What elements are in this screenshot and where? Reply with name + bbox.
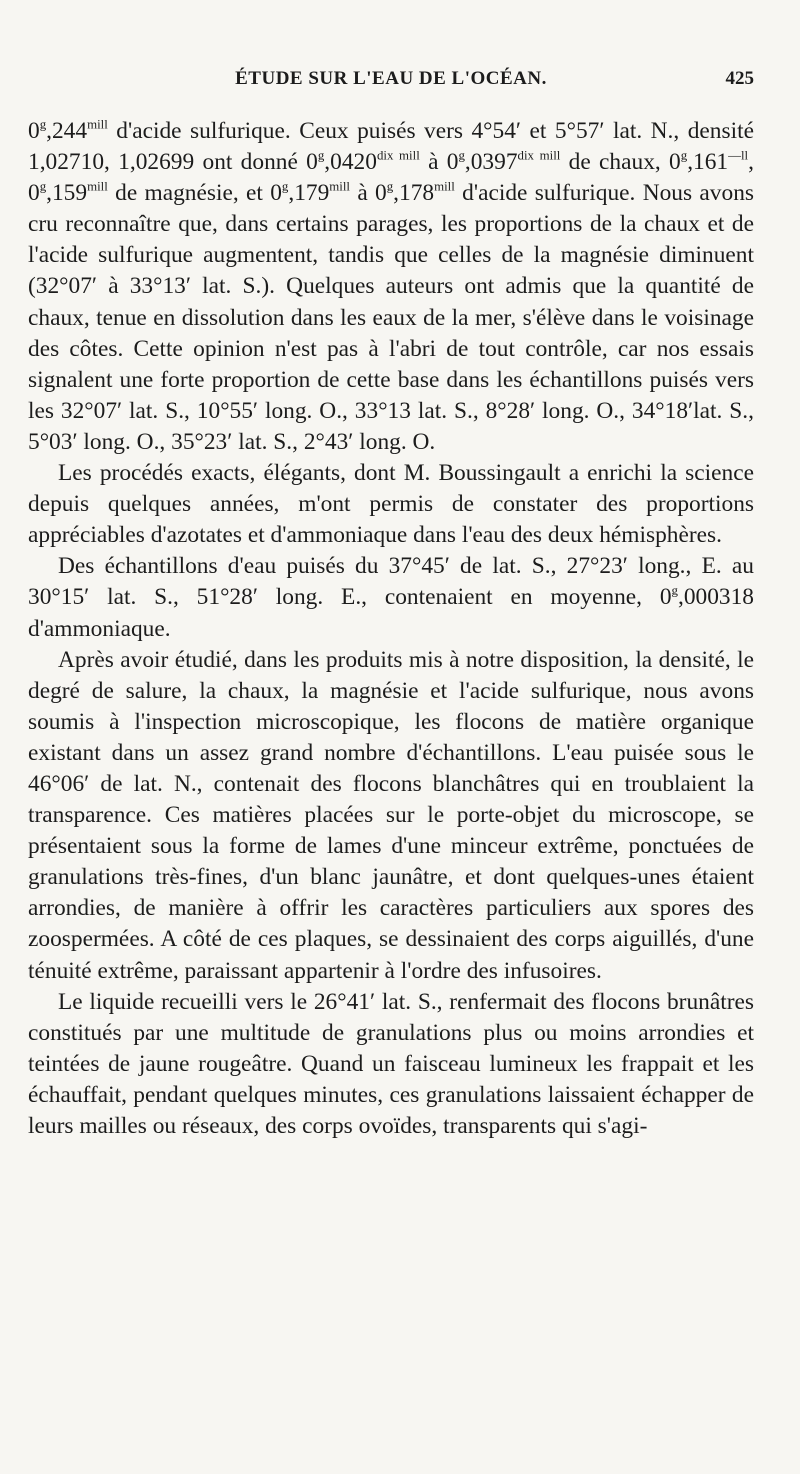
text-run: ,000318 d'ammoniaque. xyxy=(28,584,754,642)
superscript-unit: g xyxy=(281,179,289,194)
text-run: Les procédés exacts, élégants, dont M. Boussingault a enrichi la science depuis quelques années, m'ont permis de constater des proportions appréciables d'azotates et d'ammoniaque dans l'eau des deux hémisphères. xyxy=(28,460,754,549)
paragraph xyxy=(28,116,754,458)
text-run: ,244 xyxy=(46,118,88,144)
paragraph xyxy=(28,645,754,987)
superscript-unit: g xyxy=(458,148,465,163)
superscript-unit: g xyxy=(386,179,394,194)
paragraph xyxy=(28,458,754,551)
superscript-unit: dix mill xyxy=(376,148,420,163)
running-title: ÉTUDE SUR L'EAU DE L'OCÉAN. xyxy=(235,68,547,89)
text-run: , 0 xyxy=(28,149,754,207)
text-run: ,159 xyxy=(46,180,88,207)
superscript-unit: mill xyxy=(87,179,108,194)
superscript-unit: g xyxy=(680,148,688,163)
text-run: de chaux, 0 xyxy=(560,149,681,176)
text-run: Des échantillons d'eau puisés du 37°45′ de lat. S., 27°23′ long., E. au 30°15′ lat. S., 51°28′ long. E., contenaient en moyenne, 0 xyxy=(28,553,754,611)
superscript-unit: mill xyxy=(87,117,108,132)
superscript-unit: —ll xyxy=(728,148,749,163)
body-text xyxy=(28,116,754,1142)
text-run: ,178 xyxy=(393,180,435,207)
text-run: à 0 xyxy=(350,180,387,207)
text-run: Après avoir étudié, dans les produits mis à notre disposition, la densité, le degré de salure, la chaux, la magnésie et l'acide sulfurique, nous avons soumis à l'inspection microscopique, les flocons de matière organique existant dans un assez grand nombre d'échantillons. L'eau puisée sous le 46°06′ de lat. N., contenait des flocons blanchâtres qui en troublaient la transparence. Ces matières placées sur le porte-objet du microscope, se présentaient sous la forme de lames d'une minceur extrême, ponctuées de granulations très-fines, d'un blanc jaunâtre, et dont quelques-unes étaient arrondies, de manière à offrir les caractères particuliers aux spores des zoospermées. A côté de ces plaques, se dessinaient des corps aiguillés, d'une ténuité extrême, paraissant appartenir à l'ordre des infusoires. xyxy=(28,646,754,984)
page-header xyxy=(28,68,754,102)
superscript-unit: g xyxy=(317,148,325,163)
page-number: 425 xyxy=(725,68,754,89)
text-run: Le liquide recueilli vers le 26°41′ lat. S., renfermait des flocons brunâtres constitués par une multitude de granulations plus ou moins arrondies et teintées de jaune rougeâtre. Quand un faisceau lumineux les frappait et les échauffait, pendant quelques minutes, ces granulations laissaient échapper de leurs mailles ou réseaux, des corps ovoïdes, transparents qui s'agi- xyxy=(28,988,754,1139)
text-run: 0 xyxy=(28,118,40,144)
text-run: à 0 xyxy=(419,149,459,176)
text-run: ,0420 xyxy=(324,149,377,176)
superscript-unit: dix mill xyxy=(517,148,561,163)
paragraph xyxy=(28,551,754,644)
text-run: d'acide sulfurique. Ceux puisés vers 4°54′ et 5°57′ lat. N., densité 1,02710, 1,02699 ont donné 0 xyxy=(28,118,754,176)
superscript-unit: mill xyxy=(434,179,455,194)
superscript-unit: g xyxy=(39,117,47,132)
text-run: d'acide sulfurique. Nous avons cru reconnaître que, dans certains parages, les proportions de la chaux et de l'acide sulfurique augmentent, tandis que celles de la magnésie diminuent (32°07′ à 33°13′ lat. S.). Quelques auteurs ont admis que la quantité de chaux, tenue en dissolution dans les eaux de la mer, s'élève dans le voisinage des côtes. Cette opinion n'est pas à l'abri de tout contrôle, car nos essais signalent une forte proportion de cette base dans les échantillons puisés vers les 32°07′ lat. S., 10°55′ long. O., 33°13 lat. S., 8°28′ long. O., 34°18′lat. S., 5°03′ long. O., 35°23′ lat. S., 2°43′ long. O. xyxy=(28,180,754,455)
text-run: ,161 xyxy=(687,149,729,176)
paragraph xyxy=(28,987,754,1142)
text-run: ,179 xyxy=(288,180,330,207)
superscript-unit: g xyxy=(39,179,47,194)
superscript-unit: mill xyxy=(329,179,351,194)
text-run: de magnésie, et 0 xyxy=(107,180,282,207)
text-run: ,0397 xyxy=(464,149,518,176)
superscript-unit: g xyxy=(671,583,678,598)
